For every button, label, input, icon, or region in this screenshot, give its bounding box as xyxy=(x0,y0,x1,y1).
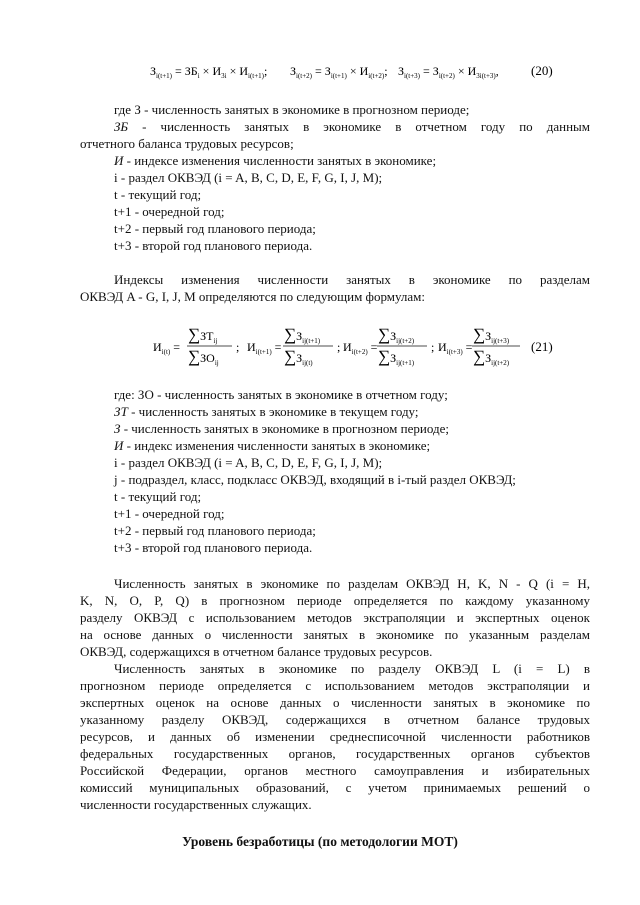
svg-text:Иi(t) =: $И_{i(t)}$ = xyxy=(153,340,181,356)
def2-line-2: З - численность занятых в экономике в прогнозном периоде; xyxy=(114,421,449,436)
para-hknq-line-0: Численность занятых в экономике по разделам ОКВЭД H, K, N - Q (i = H, xyxy=(114,576,590,591)
def1-line-1: ЗБ - численность занятых в экономике в отчетном году по данным xyxy=(114,119,590,134)
equation-21 xyxy=(0,322,640,372)
para-l-line-3: указанному разделу ОКВЭД, содержащихся в отчетном балансе трудовых xyxy=(80,712,590,727)
section-heading: Уровень безработицы (по методологии МОТ) xyxy=(182,834,458,849)
para-l-line-2: экспертных оценок на основе данных о численности занятых в экономике по xyxy=(80,695,590,710)
def1-line-7: t+2 - первый год планового периода; xyxy=(114,221,316,236)
svg-text:Зi(t+1) = ЗБi × И3i × Иi(t+1);: $З_{i(t+1)} = ЗБ_i \times И_{3i} \times И_{i(t+1)}$; xyxy=(150,64,268,80)
def1-line-2: отчетного баланса трудовых ресурсов; xyxy=(80,136,294,151)
svg-text:∑Зij(t+1): $\sum З_{ij(t+1)}$ xyxy=(378,347,415,367)
def1-line-6: t+1 - очередной год; xyxy=(114,204,225,219)
svg-text:;: ; xyxy=(431,340,435,354)
para-hknq-line-4: ОКВЭД, содержащихся в отчетном балансе трудовых ресурсов. xyxy=(80,644,433,659)
para-hknq-line-3: на основе данных о численности занятых в экономике по указанным разделам xyxy=(80,627,590,642)
eq21-term-3 xyxy=(343,325,434,367)
def2-line-0: где: ЗО - численность занятых в экономике в отчетном году; xyxy=(114,387,448,402)
equation-20 xyxy=(0,58,640,88)
def2-line-5: j - подраздел, класс, подкласс ОКВЭД, входящий в i-тый раздел ОКВЭД; xyxy=(114,472,516,487)
para-hknq-line-2: разделу ОКВЭД с использованием методов экстраполяции и экспертных оценок xyxy=(80,610,590,625)
def1-line-0: где З - численность занятых в экономике в прогнозном периоде; xyxy=(114,102,470,117)
para-l-line-6: Российской Федерации, органов местного самоуправления и избирательных xyxy=(80,763,590,778)
def2-line-3: И - индекс изменения численности занятых в экономике; xyxy=(114,438,431,453)
def1-line-4: i - раздел ОКВЭД (i = A, B, C, D, E, F, G, I, J, M); xyxy=(114,170,383,185)
equation-number-21: (21) xyxy=(531,339,553,354)
svg-text:∑ЗТij: $\sum ЗТ_{ij}$ xyxy=(188,325,218,345)
svg-text:Иi(t+1) =: $И_{i(t+1)}$ = xyxy=(247,340,282,356)
def2-line-7: t+1 - очередной год; xyxy=(114,506,225,521)
def1-line-3: И - индексе изменения численности занятых в экономике; xyxy=(114,153,437,168)
svg-text:;: ; xyxy=(236,340,240,354)
svg-text:∑Зij(t): $\sum З_{ij(t)}$ xyxy=(284,347,313,367)
para-l-line-5: федеральных государственных органов, государственных органов субъектов xyxy=(80,746,590,761)
para-index-line-0: Индексы изменения численности занятых в экономике по разделам xyxy=(114,272,590,287)
svg-text:∑Зij(t+2): $\sum З_{ij(t+2)}$ xyxy=(473,347,510,367)
eq21-term-1 xyxy=(153,325,239,367)
svg-text:∑Зij(t+1): $\sum З_{ij(t+1)}$ xyxy=(284,325,321,345)
para-l-line-0: Численность занятых в экономике по разделу ОКВЭД L (i = L) в xyxy=(114,661,590,676)
def2-line-1: ЗТ - численность занятых в экономике в текущем году; xyxy=(114,404,419,419)
def1-line-5: t - текущий год; xyxy=(114,187,202,202)
svg-text:Зi(t+2) = Зi(t+1) × Иi(t+2);: $З_{i(t+2)} = З_{i(t+1)} \times И_{i(t+2)}$; xyxy=(290,64,388,80)
eq20-formula xyxy=(150,64,499,80)
svg-text:Иi(t+2) =: $И_{i(t+2)}$ = xyxy=(343,340,378,356)
svg-text:∑ЗОij: $\sum ЗО_{ij}$ xyxy=(188,347,219,367)
para-l-line-8: численности государственных служащих. xyxy=(80,797,312,812)
eq21-term-4 xyxy=(438,325,520,367)
para-l-line-4: ресурсов, и данных об изменении среднесписочной численности работников xyxy=(80,729,590,744)
para-l-line-7: комиссий муниципальных образований, с учетом принимаемых решений о xyxy=(80,780,590,795)
def2-line-6: t - текущий год; xyxy=(114,489,202,504)
equation-number-20: (20) xyxy=(531,63,553,78)
para-index-line-1: ОКВЭД A - G, I, J, M определяются по следующим формулам: xyxy=(80,289,426,304)
eq21-term-2 xyxy=(247,325,340,367)
def2-line-4: i - раздел ОКВЭД (i = A, B, C, D, E, F, G, I, J, M); xyxy=(114,455,383,470)
def2-line-9: t+3 - второй год планового периода. xyxy=(114,540,313,555)
svg-text:∑Зij(t+2): $\sum З_{ij(t+2)}$ xyxy=(378,325,415,345)
def2-line-8: t+2 - первый год планового периода; xyxy=(114,523,316,538)
def1-line-8: t+3 - второй год планового периода. xyxy=(114,238,313,253)
svg-text:;: ; xyxy=(337,340,341,354)
svg-text:∑Зij(t+3): $\sum З_{ij(t+3)}$ xyxy=(473,325,510,345)
svg-text:Зi(t+3) = Зi(t+2) × И3i(t+3),: $З_{i(t+3)} = З_{i(t+2)} \times И_{3i(t+3)}$, xyxy=(398,64,499,80)
para-l-line-1: прогнозном периоде определяется с использованием методов экстраполяции и xyxy=(80,678,590,693)
para-hknq-line-1: K, N, O, P, Q) в прогнозном периоде определяется по каждому указанному xyxy=(80,593,590,608)
svg-text:Иi(t+3) =: $И_{i(t+3)}$ = xyxy=(438,340,473,356)
